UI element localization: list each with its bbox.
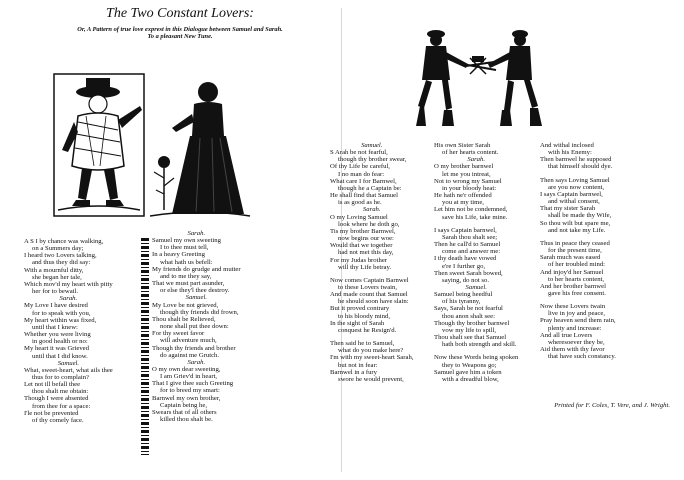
verse-line: live in joy and peace, — [548, 310, 606, 318]
ballad-title: The Two Constant Lovers: — [106, 6, 254, 21]
verse-line: and withal consent, — [548, 198, 600, 206]
verse-line: look where he doth go, — [338, 220, 400, 228]
verse-line: of thy comely face. — [32, 416, 84, 424]
verse-line: For my Judas brother — [330, 256, 388, 264]
verse-line: Barnwel in a fury — [330, 368, 377, 376]
verse-line: Sarah much was eased — [540, 254, 601, 262]
speaker-heading: Sarah. — [187, 358, 206, 366]
verse-line: Barnwel my own brother, — [152, 394, 221, 402]
verse-line: they to Weapons go; — [442, 361, 497, 369]
verse-line: And all true Lovers — [540, 331, 593, 339]
verse-line: Though I were absented — [24, 395, 89, 403]
verse-line: With a mournful ditty, — [24, 266, 84, 274]
verse-column-2 — [152, 230, 241, 423]
verse-line: are you now content, — [548, 183, 605, 191]
verse-line: But it proved contrary — [330, 305, 390, 313]
verse-line: S Arah be not fearful, — [330, 149, 388, 157]
verse-line: had not met this day, — [338, 249, 394, 257]
verse-line: Captain being he, — [160, 401, 207, 409]
verse-line: O my own dear sweeting, — [152, 365, 221, 373]
verse-line: killed thou shalt be. — [160, 416, 213, 424]
verse-line: O my Loving Samuel — [330, 213, 388, 221]
verse-column-3 — [330, 142, 413, 383]
verse-line: is as good as he. — [338, 199, 382, 207]
verse-line: that himself should dye. — [548, 163, 613, 171]
verse-line: In a heavy Greeting — [152, 251, 205, 259]
verse-line: of his tyranny, — [442, 298, 481, 306]
verse-line: in good health or no: — [32, 338, 88, 346]
verse-line: I says Captain barnwel, — [540, 190, 603, 198]
verse-line: though he a Captain be: — [338, 184, 402, 192]
verse-line: hath both strength and skill. — [442, 341, 517, 349]
woodcut-man-illustration — [48, 70, 148, 222]
verse-line: Let him not be condemned, — [434, 206, 508, 214]
woodcut-duel-illustration — [412, 26, 544, 132]
verse-line: for to speak with you, — [32, 309, 91, 317]
verse-line: His own Sister Sarah — [434, 142, 491, 149]
verse-column-1 — [24, 238, 113, 424]
verse-line: now begins our woe: — [338, 235, 394, 243]
verse-line: I no man do fear: — [338, 170, 385, 178]
verse-line: will adventure much, — [160, 337, 217, 345]
verse-column-5 — [540, 142, 616, 360]
verse-line: Aid them with thy favor — [540, 346, 605, 354]
verse-line: in your bloody heat: — [442, 184, 497, 192]
verse-line: My friends do grudge and mutter — [152, 265, 241, 273]
verse-line: A S I by chance was walking, — [24, 238, 104, 245]
verse-line: Thou shalt be Relieved, — [152, 315, 216, 323]
verse-line: Swears that of all others — [152, 408, 217, 416]
verse-line: saying, do not so. — [442, 276, 489, 284]
verse-line: And made count that Samuel — [330, 291, 408, 299]
verse-line: Though thy brother barnwel — [434, 319, 510, 327]
verse-line: Samuel gave him a token — [434, 368, 502, 376]
speaker-heading: Samuel. — [361, 142, 383, 149]
speaker-heading: Samuel. — [185, 294, 207, 302]
verse-line: she began her tale, — [32, 273, 82, 281]
verse-line: Now these Lovers twain — [540, 303, 606, 311]
verse-line: none shall put thee down: — [160, 323, 229, 331]
verse-line: Then barnwel he supposed — [540, 156, 612, 164]
verse-line: Then sweet Sarah bowed, — [434, 269, 503, 277]
verse-line: Says, Sarah be not fearful — [434, 305, 503, 313]
verse-line: That my sister Sarah — [540, 205, 596, 213]
verse-line: Thou shalt see that Samuel — [434, 334, 507, 342]
verse-line: Pray heaven send them rain, — [540, 317, 616, 325]
verse-line: to these Lovers twain, — [338, 283, 398, 291]
verse-line: plenty and increase: — [548, 324, 602, 332]
subtitle-line-2: To a pleasant New Tune. — [147, 33, 213, 41]
verse-line: of her troubled mind: — [548, 261, 606, 269]
verse-line: For thy sweet favor — [152, 330, 205, 338]
verse-line: That we must part asunder, — [152, 280, 225, 288]
verse-line: My Love be not grieved, — [152, 301, 219, 309]
verse-line: Now these Words being spoken — [434, 354, 519, 362]
verse-line: O my brother barnwel — [434, 163, 494, 171]
speaker-heading: Sarah. — [187, 230, 206, 237]
verse-line: Then he call'd to Samuel — [434, 241, 501, 249]
verse-line: to her hearts content, — [548, 275, 605, 283]
verse-line: My Love I have desired — [24, 302, 88, 310]
verse-line: or else they'l thee destroy. — [160, 287, 230, 295]
ballad-subtitle — [20, 26, 340, 41]
verse-line: That I give thee such Greeting — [152, 380, 234, 388]
verse-line: what hath us befell: — [160, 258, 213, 266]
verse-line: I to thee must tell, — [160, 244, 209, 252]
verse-line: though thy brother swear, — [338, 156, 407, 164]
verse-column-4 — [434, 142, 518, 383]
verse-line: My heart it was Grieved — [24, 345, 89, 353]
verse-line: and thus they did say: — [32, 259, 91, 267]
verse-line: And her brother barnwel — [540, 282, 606, 290]
verse-line: thou shalt me obtain: — [32, 388, 89, 396]
woodcut-woman-illustration — [150, 78, 252, 224]
verse-line: Then said he to Samuel, — [330, 340, 395, 348]
verse-line: from thee for a space: — [32, 402, 91, 410]
speaker-heading: Sarah. — [467, 156, 486, 164]
verse-line: shall be made thy Wife, — [548, 212, 612, 220]
speaker-heading: Sarah. — [59, 295, 78, 303]
verse-line: Whether you were living — [24, 331, 91, 339]
verse-line: And withal inclosed — [540, 142, 594, 149]
verse-line: to his bloody mind, — [338, 312, 391, 320]
verse-line: and not take my Life. — [548, 226, 606, 234]
verse-line: Now comes Captain Barnwel — [330, 276, 409, 284]
verse-line: Not to wrong my Samuel — [434, 177, 502, 185]
verse-line: wheresoever they be, — [548, 338, 605, 346]
verse-line: I heard two Lovers talking, — [24, 252, 97, 260]
verse-line: with his Enemy: — [548, 149, 592, 157]
verse-line: Though thy friends and brother — [152, 344, 236, 352]
speaker-heading: Samuel. — [465, 283, 487, 291]
speaker-heading: Sarah. — [362, 206, 381, 214]
verse-line: thou anon shalt see: — [442, 312, 495, 320]
verse-line: until that I did know. — [32, 352, 88, 360]
verse-line: thus for to complain? — [32, 373, 90, 381]
printer-imprint: Printed for F. Coles, T. Vere, and J. Wright. — [554, 402, 670, 409]
verse-line: He shall find that Samuel — [330, 192, 398, 200]
verse-line: I'le not be prevented — [24, 409, 79, 417]
verse-line: that have such constancy. — [548, 353, 616, 361]
verse-line: Would that we together — [330, 242, 393, 250]
verse-line: So thou wilt but spare me, — [540, 219, 611, 227]
verse-line: What, sweet-heart, what ails thee — [24, 366, 113, 374]
verse-line: save his Life, take mine. — [442, 213, 508, 221]
verse-line: Thus in peace they ceased — [540, 239, 610, 247]
decorative-border-strip — [141, 238, 149, 455]
verse-line: for the present time, — [548, 247, 602, 255]
verse-line: I'm with my sweet-heart Sarah, — [330, 354, 414, 362]
verse-line: let me you intreat, — [442, 170, 491, 178]
verse-line: gave his free consent. — [548, 289, 606, 297]
verse-line: but not in fear: — [338, 361, 378, 369]
verse-line: Samuel my own sweeting — [152, 237, 221, 245]
verse-line: will thy Life betray. — [338, 263, 392, 271]
verse-line: I says Captain barnwel, — [434, 226, 497, 234]
verse-line: vow my life to spill, — [442, 326, 497, 334]
verse-line: until that I knew: — [32, 323, 78, 331]
verse-line: and to me they say, — [160, 272, 212, 280]
verse-line: what do you make here? — [338, 347, 404, 355]
verse-line: Tis my brother Barnwel, — [330, 227, 396, 235]
verse-line: with a dreadful blow, — [442, 375, 499, 383]
verse-line: Then says Loving Samuel — [540, 176, 610, 184]
verse-line: What care I for Barnwel, — [330, 177, 397, 185]
verse-line: Sarah thou shalt see; — [442, 233, 498, 241]
verse-line: In the sight of Sarah — [330, 319, 385, 327]
verse-line: Which mov'd my heart with pitty — [24, 280, 113, 288]
verse-line: for to breed my smart: — [160, 387, 220, 395]
verse-line: come and answer me: — [442, 248, 501, 256]
verse-line: My heart within was fixed, — [24, 316, 97, 324]
verse-line: you at my time, — [442, 199, 484, 207]
speaker-heading: Samuel. — [57, 359, 80, 367]
verse-line: her for to bewail. — [32, 288, 79, 296]
verse-line: e're I further go, — [442, 262, 486, 270]
verse-line: Of thy Life be careful, — [330, 163, 390, 171]
verse-line: do against me Grutch. — [160, 351, 220, 359]
verse-line: conquest he Resign'd. — [338, 326, 397, 334]
verse-line: And injoy'd her Samuel — [540, 268, 604, 276]
verse-line: though thy friends did frown, — [160, 308, 239, 316]
verse-line: of her hearts content. — [442, 149, 499, 157]
verse-line: I thy death have vowed — [434, 255, 497, 263]
verse-line: swore he would prevent, — [338, 375, 404, 383]
verse-line: I am Griev'd in heart, — [160, 373, 218, 381]
verse-line: He hath ne'r offended — [434, 192, 492, 200]
verse-line: on a Summers day; — [32, 245, 84, 253]
subtitle-line-1: Or, A Pattern of true love exprest in this Dialogue between Samuel and Sarah. — [77, 26, 283, 33]
verse-line: Let not ill befall thee — [24, 381, 81, 389]
verse-line: Samuel being heedful — [434, 291, 493, 299]
verse-line: he should soon have slain: — [338, 298, 409, 306]
